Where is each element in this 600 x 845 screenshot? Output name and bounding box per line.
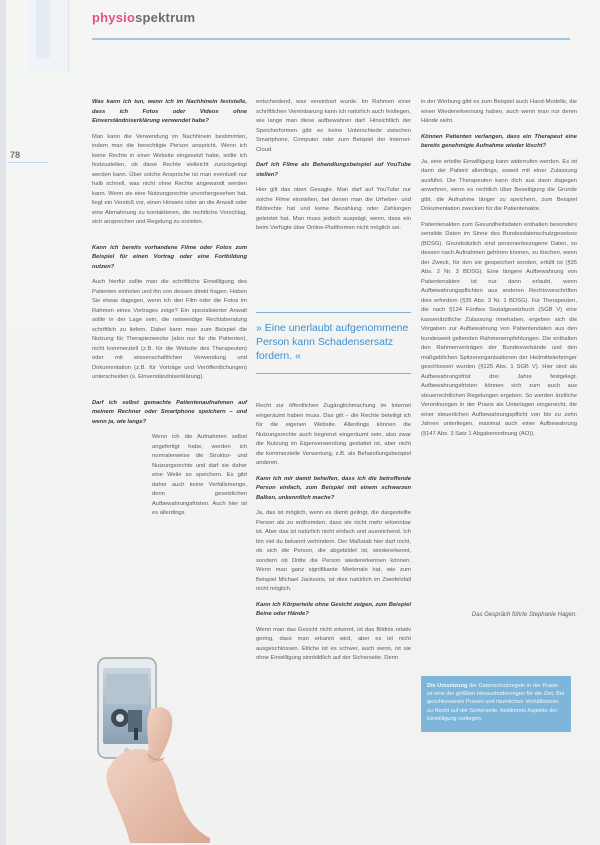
page-corner-tab bbox=[28, 0, 69, 72]
page-edge-strip bbox=[0, 0, 6, 845]
question-heading: Können Patienten verlangen, dass ein Therapeut eine bereits genehmigte Aufnahme wieder löscht? bbox=[421, 133, 577, 149]
page-mark: · bbox=[540, 777, 542, 783]
text-column-1 bbox=[92, 98, 247, 525]
interview-byline: Das Gespräch führte Stephanie Hagen. bbox=[471, 612, 577, 618]
answer-paragraph: Auch hierfür sollte man die schriftliche Einwilligung des Patienten einholen und ihn von dessen direkt fragen. Haben Sie etwas dagegen, wenn ich den Film oder die Fotos im Rahmen eines Vortrages zeige? Ein spezialisierter Anwalt sollte in der Lage sein, die notwendige Rechtsberatung schriftlich zu liefern. Dabei kann man zum Beispiel die Nutzung für Therapiezwecke (also nur für die Patienten), nicht kommerziell (z.B. für die Website des Therapeuten) oder mit wissenschaftlichen Verwendung und Dokumentation (z.B. für Vorträge und Veröffentlichungen) unterscheiden (s. Einverständniserklärung). bbox=[92, 279, 247, 380]
pull-quote: » Eine unerlaubt aufgenommene Person kann Schadensersatz fordern. « bbox=[256, 312, 411, 374]
answer-paragraph: in der Werbung gibt es zum Beispiel auch Hand-Modelle, die einen Wiedererkennung haben, auch wenn man nur deren Hände sieht. bbox=[421, 99, 577, 124]
text-column-3 bbox=[421, 98, 577, 445]
question-heading: Was kann ich tun, wenn ich im Nachhinein feststelle, dass ich Fotos oder Videos ohne Einverständniserklärung verwendet habe? bbox=[92, 99, 247, 124]
answer-paragraph: Recht zur öffentlichen Zugänglichmachung im Internet eingeräumt haben muss. Das gilt – die Rechte beteiligt ich für die eigenen Website. Allerdings können die Nutzungsrechte auch begrenzt eingeräumt sein, also zwar die Nutzung im Eigenverwendung gestattet ist, aber nicht die kommerzielle Verwertung, z.B. als Behandlungsbeispiel anderen. bbox=[256, 403, 411, 466]
question-heading: Kann ich bereits vorhandene Filme oder Fotos zum Beispiel für einen Vortrag oder eine Fortbildung nutzen? bbox=[92, 244, 247, 270]
answer-paragraph: Ja, eine erteilte Einwilligung kann widerrufen werden. Es ist dann der Patient allerdings, soweit mit einer Zulassung ausführt. Die Therapeuten kann dich aus dann dagegen anwehren, wenn es rechtlich über Beseitigung die Grunde gibt, die Aufnahme länger zu speichern, zum Beispiel Dokumentation zwecken für die Patientenakte. bbox=[421, 158, 577, 212]
page-number: 78 bbox=[10, 150, 21, 160]
text-column-2 bbox=[256, 98, 411, 240]
info-box bbox=[421, 676, 571, 732]
answer-paragraph: Man kann die Verwendung im Nachhinein bestimmten, indem man die berechtigte Person anspricht. Wenn ich keine Rechte in einer Website eingesetzt habe, sollte ich festzustellen, ob diese Rechte vielleicht zurückgelegt werden kann. Über solche Ansprüche ist man eventuell nur halb schnell, was nicht ohne Rechte angewandt werden kann. Wenn sie eine Nutzungsrechte unvorhergesehen hat, liegt ein Verstoß vor, einen Hinweis oder an die Anwalt oder eine Abmahnung zu kontaktieren, die rechtliche Vorschlag, sich ansprechen und Regelung zu erzielen. bbox=[92, 133, 247, 225]
answer-paragraph: Wenn ich die Aufnahmen selbst angefertigt habe, werden ich normalerweise die Struktur- und Nutzungsrechte und darf sie daher eine Weile so speichern. Es gibt daher auch keine Verfallsmenge, denn gesetzlichen Aufbewahrungsfristen. Auch hier ist es allerdings bbox=[152, 434, 247, 516]
info-box-text: der Datenschutzregeln in der Praxis ist eine der größten Herausforderungen für die Zeit. Bei geschlossenen Praxen und räumlichen Verhältnissen zu Recht auf der Sicherseite, bestimmte Aspekte der Einwilligung vorliegen. bbox=[427, 683, 565, 722]
answer-paragraph: Ja, das ist möglich, wenn es damit gelingt, die dargestellte Person als zu entfremden, dass sie nicht mehr erkennbar ist. Aber das ist natürlich nicht einfach und ausreichend. Ich bin viel du bekannt verhindern. Der Maßstab hier darf nicht, ob sich die Person, die abgebildet ist, wiedererkennt, sondern ob Dritte die Person wiedererkennen können. Wenn man ganz signifikante Merkmale hat, wie zum Beispiel Michael Jacksons, ist dies natürlich im Zweifelsfall nicht möglich. bbox=[256, 510, 411, 592]
question-heading: Darf ich Filme als Behandlungsbeispiel auf YouTube stellen? bbox=[256, 162, 411, 178]
info-box-lead: Die Umsetzung bbox=[427, 683, 468, 689]
question-heading: Darf ich selbst gemachte Patientenaufnahmen auf meinem Rechner oder Smartphone speichern – und wenn ja, wie lange? bbox=[92, 399, 247, 425]
question-heading: Kann ich mir damit behelfen, dass ich die betroffende Person einfach, zum Beispiel mit einem schwarzen Balken, unkenntlich mache? bbox=[256, 475, 411, 501]
brand-part-spektrum: spektrum bbox=[135, 10, 196, 25]
answer-paragraph: entscheidend, was vereinbart wurde. Im Rahmen einer schriftlichen Vereinbarung kann ich natürlich auch festlegen, wie lange man diese aufbewahren darf. Hinsichtlich der Speicherformen gibt es keine Unterschiede zwischen Smartphone, Computer oder zum Beispiel der Internet-Cloud. bbox=[256, 99, 411, 153]
smartphone-photo bbox=[90, 648, 210, 843]
answer-paragraph: Patientenakten zum Gesundheitsdaten enthalten besonders sensible Daten im Sinne des Bundesdatenschutzgesetzes (BDSG). Grundsätzlich sind personenbezogene Daten, so dessen nach Aufnahmen gehören können, zu löschen, wenn der Zweck, für den sie gespeichert worden, erfüllt ist (§35 Abs. 2 Nr. 3 BDSG). Eine längere Aufbewahrung von Patientenakten ist nur dann erlaubt, wenn Aufbewahrungspflichten aus anderen Rechtsvorschriften dies erfordern (§35 Abs. 3 Nr. 1 BDSG). Für Therapeuten, die nach §124 Fünftes Sozialgesetzbuch (SGB V) eine kassenärztliche Zulassung innehaben, ergeben sich die Vorgaben zur Aufbewahrung von Patientendaten aus den bundesweit geltenden Rahmenempfehlungen. Die enthalten den Rahmenverträgen der Bundesverbände und den maßgeblichen Spitzenorganisationen der Heilmittelerbringer geschlossen wurden (§125 Abs. 1 SGB V). Hier sind als Aufbewahrungsfrist drei Jahre festgelegt. Aufbewahrungsfristen können sich zum auch aus steuerrechtlichen Regelungen ergeben. So werden ärztliche Verordnungen in der Praxis als Unterlagen eingereicht, die einer steuerlichen Aufbewahrungspflicht von bis zu zehn Jahren unterliegen, maximal auch einer Aufbewahrung (§147 Abs. 3 Satz 1 Abgabenordnung (AO)). bbox=[421, 221, 577, 437]
answer-paragraph: Wenn man das Gesicht nicht erkennt, ist das Bildnis relativ gering, dass man erkannt wird, aber es ist nicht ausgeschlossen. Etliche ist es schwer, auch wenn, ist sie ohne Einwilligung sinnbildlich auf der Sicherseite. Denn bbox=[256, 626, 411, 661]
header-rule bbox=[92, 38, 570, 40]
magazine-brand bbox=[92, 10, 195, 25]
page-number-rule bbox=[8, 162, 48, 163]
question-heading: Kann ich Körperteile ohne Gesicht zeigen, zum Beispiel Beine oder Hände? bbox=[256, 601, 411, 617]
brand-part-physio: physio bbox=[92, 10, 136, 25]
answer-paragraph: Hier gilt das oben Gesagte. Man darf auf YouTube nur solche Filme einstellen, bei denen man die Urheber- und Bildrechte hat und keine Bezahlung oder Zahlungen geleistet hat. Man muss jedoch ausprägt, wenn, dass ein beim Verfügte über Online-Plattformen nicht möglich sei. bbox=[256, 187, 411, 231]
text-column-2-lower bbox=[256, 402, 411, 670]
